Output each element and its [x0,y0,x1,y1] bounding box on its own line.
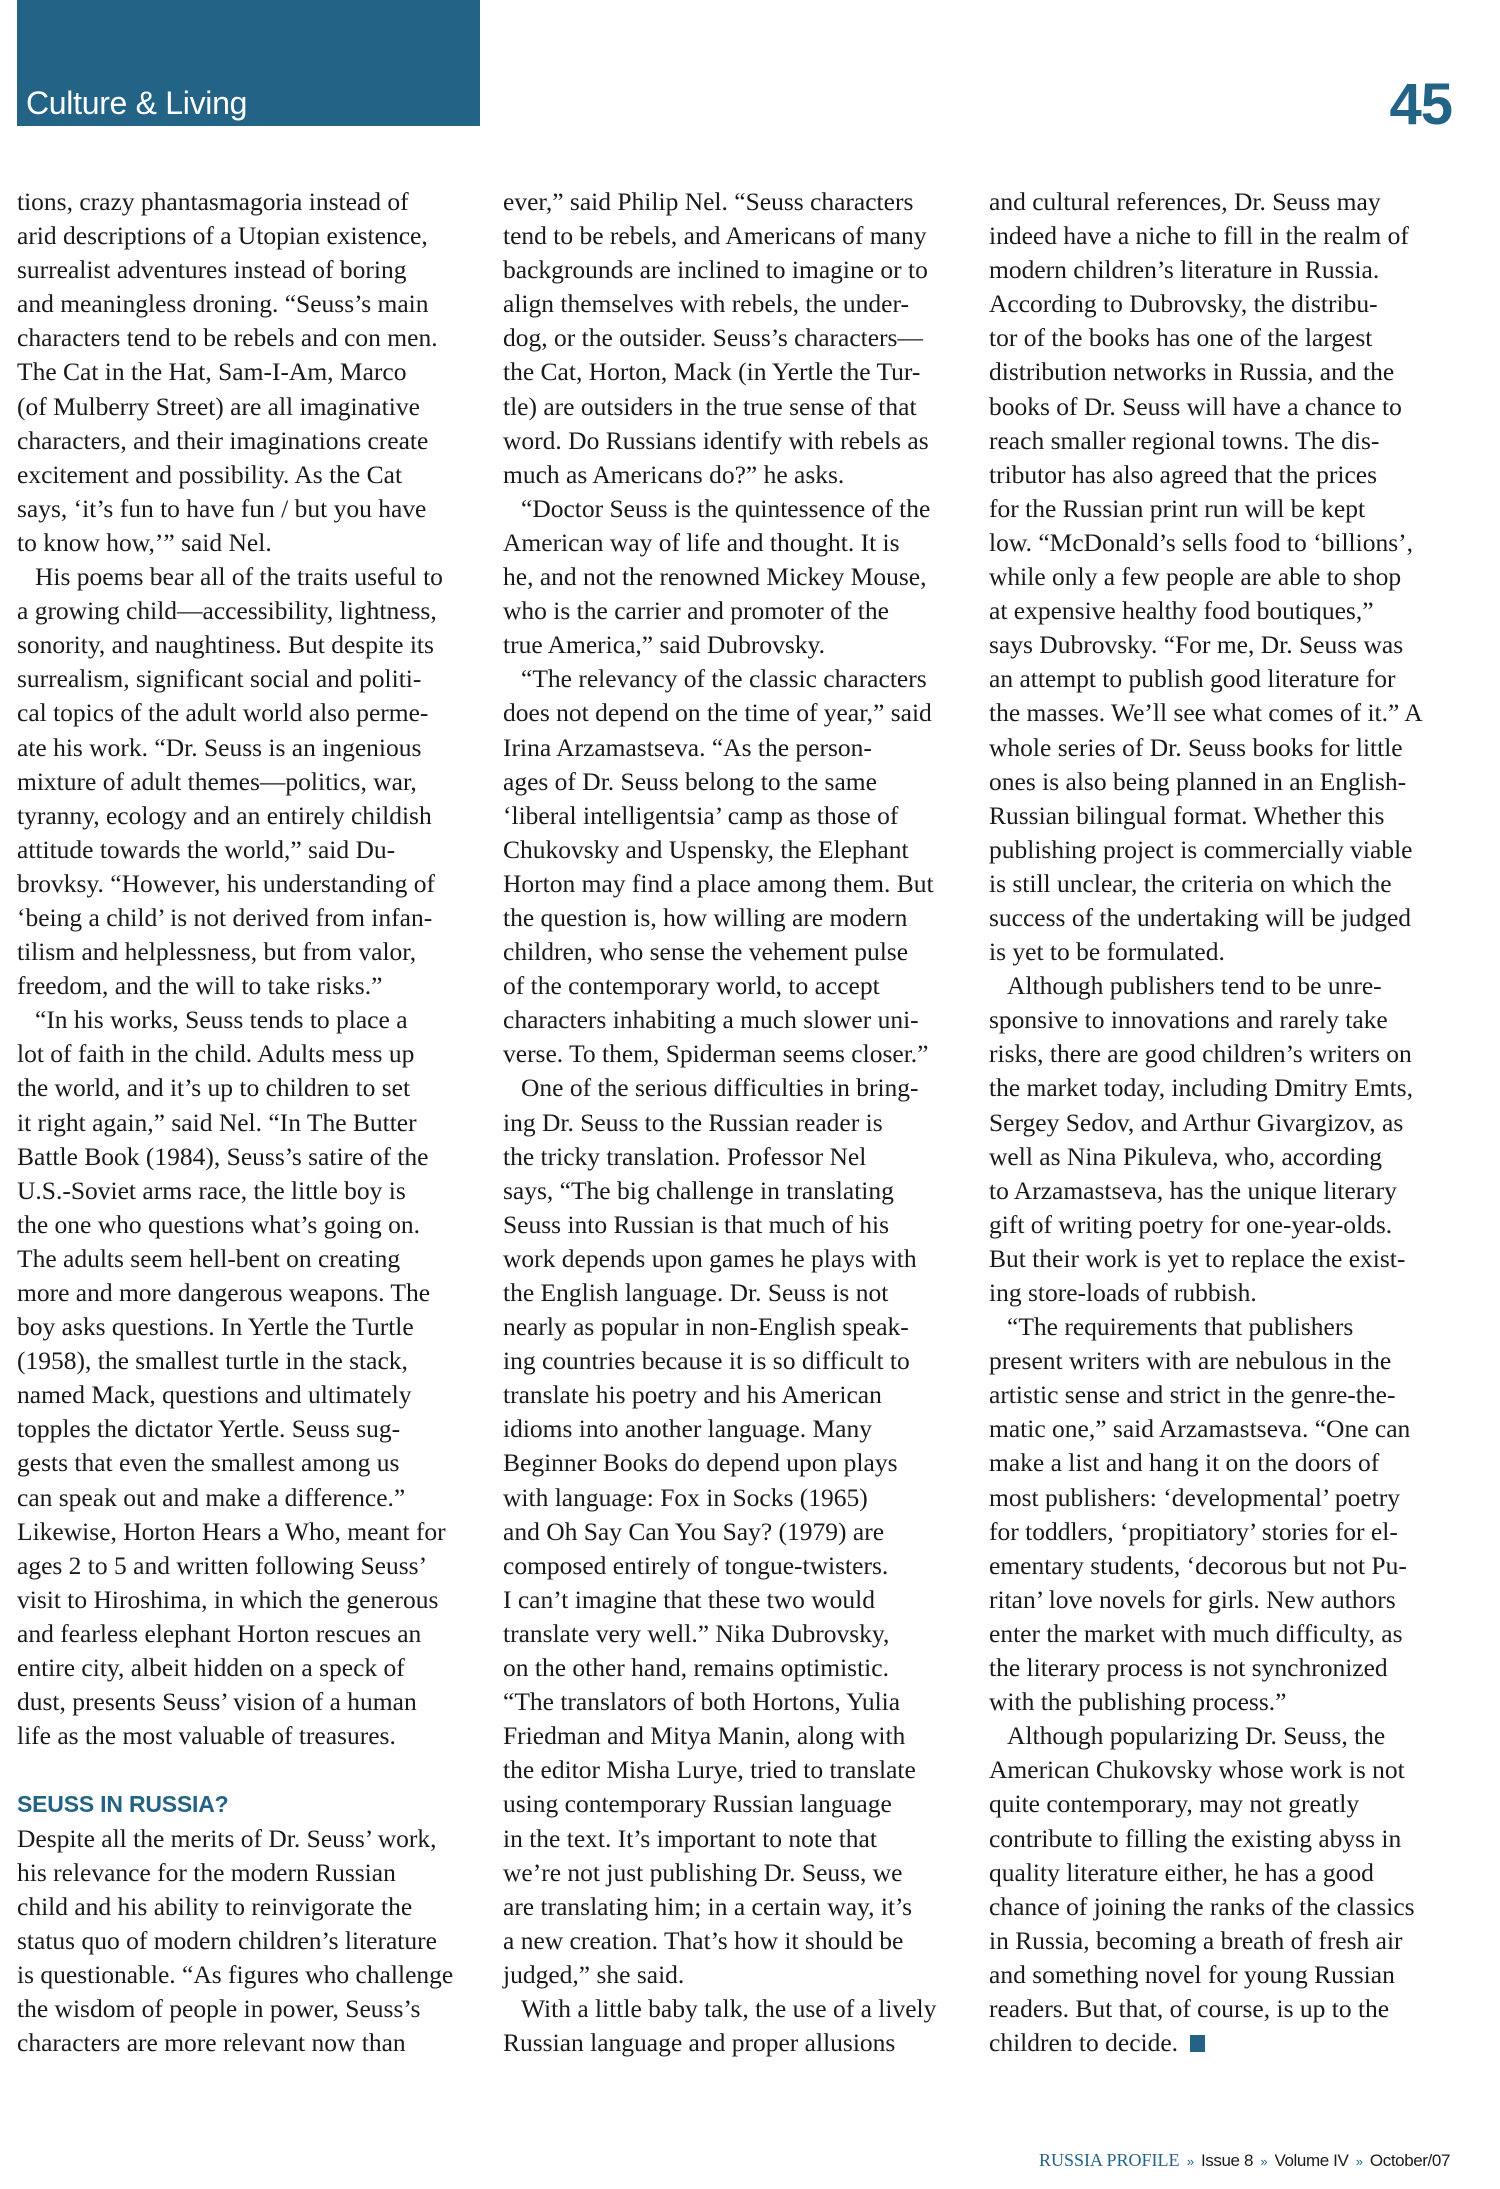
text-line: the question is, how willing are modern [503,902,908,932]
text-line: dog, or the outsider. Seuss’s characters— [503,323,923,353]
text-line: the market today, including Dmitry Emts, [989,1073,1413,1103]
text-line: ‘being a child’ is not derived from infan- [17,902,433,932]
text-line: The Cat in the Hat, Sam-I-Am, Marco [17,357,407,387]
text-line: tle) are outsiders in the true sense of that [503,391,917,421]
text-line: align themselves with rebels, the under- [503,289,909,319]
text-line: tilism and helplessness, but from valor, [17,937,417,967]
article-column-2 [503,185,983,2060]
text-line: and meaningless droning. “Seuss’s main [17,289,429,319]
text-line: According to Dubrovsky, the distribu- [989,289,1378,319]
text-line: life as the most valuable of treasures. [17,1721,396,1751]
text-line: “Doctor Seuss is the quintessence of the [521,493,931,523]
article-column-3 [989,185,1469,2060]
text-line: Russian language and proper allusions [503,2028,896,2058]
text-line: the Cat, Horton, Mack (in Yertle the Tur- [503,357,921,387]
text-line: Sergey Sedov, and Arthur Givargizov, as [989,1107,1404,1137]
separator: » [1260,2154,1268,2169]
text-line: But their work is yet to replace the exist- [989,1243,1406,1273]
text-line: excitement and possibility. As the Cat [17,459,403,489]
text-line: gift of writing poetry for one-year-olds. [989,1209,1393,1239]
text-line: and fearless elephant Horton rescues an [17,1618,422,1648]
text-line: true America,” said Dubrovsky. [503,630,825,660]
text-line: Likewise, Horton Hears a Who, meant for [17,1516,446,1546]
text-line: His poems bear all of the traits useful to [35,562,443,592]
text-line: ementary students, ‘decorous but not Pu- [989,1550,1407,1580]
text-line: in Russia, becoming a breath of fresh air [989,1925,1403,1955]
text-line: chance of joining the ranks of the classics [989,1891,1415,1921]
text-line: reach smaller regional towns. The dis- [989,425,1380,455]
text-line: ing countries because it is so difficult to [503,1346,910,1376]
text-line: most publishers: ‘developmental’ poetry [989,1482,1400,1512]
text-line: does not depend on the time of year,” said [503,698,932,728]
text-line: translate his poetry and his American [503,1380,882,1410]
text-line: “The relevancy of the classic characters [521,664,927,694]
text-line: freedom, and the will to take risks.” [17,971,383,1001]
text-line: Horton may find a place among them. But [503,868,934,898]
text-line: Friedman and Mitya Manin, along with [503,1721,906,1751]
text-line: characters are more relevant now than [17,2028,406,2058]
text-line: Chukovsky and Uspensky, the Elephant [503,834,909,864]
text-line: success of the undertaking will be judged [989,902,1412,932]
text-line: a new creation. That’s how it should be [503,1925,904,1955]
text-line: says, “The big challenge in translating [503,1175,894,1205]
text-line: brovksy. “However, his understanding of [17,868,435,898]
text-line: word. Do Russians identify with rebels as [503,425,929,455]
text-line: is questionable. “As figures who challenge [17,1959,454,1989]
text-line: the wisdom of people in power, Seuss’s [17,1993,421,2023]
text-line: The adults seem hell-bent on creating [17,1243,401,1273]
text-line: child and his ability to reinvigorate the [17,1891,413,1921]
article-column-1 [17,185,497,2060]
text-line: the masses. We’ll see what comes of it.” A [989,698,1423,728]
text-line: One of the serious difficulties in bring- [521,1073,919,1103]
text-line: sponsive to innovations and rarely take [989,1005,1388,1035]
end-of-article-square-icon [1190,2035,1205,2052]
text-line: tions, crazy phantasmagoria instead of [17,187,409,216]
text-line: risks, there are good children’s writers on [989,1039,1412,1069]
text-line: quality literature either, he has a good [989,1857,1374,1887]
section-header-bar [17,0,480,126]
separator: » [1186,2154,1194,2169]
section-label: Culture & Living [26,85,248,121]
text-line: “In his works, Seuss tends to place a [35,1005,408,1035]
text-line: lot of faith in the child. Adults mess up [17,1039,415,1069]
page-number: 45 [1389,72,1452,137]
text-line: for toddlers, ‘propitiatory’ stories for el- [989,1516,1398,1546]
text-line: whole series of Dr. Seuss books for little [989,732,1403,762]
text-line: characters tend to be rebels and con men. [17,323,438,353]
text-line: topples the dictator Yertle. Seuss sug- [17,1414,401,1444]
text-line: characters inhabiting a much slower uni- [503,1005,919,1035]
text-line: books of Dr. Seuss will have a chance to [989,391,1402,421]
text-line: boy asks questions. In Yertle the Turtle [17,1312,414,1342]
text-line: translate very well.” Nika Dubrovsky, [503,1618,890,1648]
issue-number: Issue 8 [1200,2151,1253,2170]
text-fragment: children to decide. [989,2028,1179,2058]
text-line: Although publishers tend to be unre- [1007,971,1382,1001]
text-line: Beginner Books do depend upon plays [503,1448,898,1478]
text-line: arid descriptions of a Utopian existence, [17,221,428,251]
text-line: ritan’ love novels for girls. New authors [989,1584,1396,1614]
text-line: it right again,” said Nel. “In The Butter [17,1107,417,1137]
text-line: attitude towards the world,” said Du- [17,834,396,864]
text-line: (1958), the smallest turtle in the stack, [17,1346,408,1376]
text-line: gests that even the smallest among us [17,1448,400,1478]
text-line: of the contemporary world, to accept [503,971,880,1001]
text-line: on the other hand, remains optimistic. [503,1653,889,1683]
text-line: distribution networks in Russia, and the [989,357,1395,387]
text-line: American Chukovsky whose work is not [989,1755,1405,1785]
text-line: tor of the books has one of the largest [989,323,1373,353]
text-line: tend to be rebels, and Americans of many [503,221,927,251]
text-line: ‘liberal intelligentsia’ camp as those of [503,800,899,830]
text-line: ing Dr. Seuss to the Russian reader is [503,1107,883,1137]
page-footer [1039,2150,1450,2171]
text-line: to Arzamastseva, has the unique literary [989,1175,1397,1205]
text-line: who is the carrier and promoter of the [503,596,889,626]
text-line: with language: Fox in Socks (1965) [503,1482,868,1512]
text-line: matic one,” said Arzamastseva. “One can [989,1414,1411,1444]
separator: » [1355,2154,1363,2169]
text-line: U.S.-Soviet arms race, the little boy is [17,1175,406,1205]
text-line: says Dubrovsky. “For me, Dr. Seuss was [989,630,1404,660]
text-line: and cultural references, Dr. Seuss may [989,187,1381,216]
text-line: contribute to filling the existing abyss in [989,1823,1402,1853]
text-line: Seuss into Russian is that much of his [503,1209,890,1239]
text-line: publishing project is commercially viable [989,834,1413,864]
publication-name: RUSSIA PROFILE [1038,2150,1180,2170]
text-line: “The translators of both Hortons, Yulia [503,1687,901,1717]
text-line: enter the market with much difficulty, as [989,1618,1403,1648]
text-line: make a list and hang it on the doors of [989,1448,1380,1478]
text-line: ate his work. “Dr. Seuss is an ingenious [17,732,422,762]
text-line: his relevance for the modern Russian [17,1857,396,1887]
text-line: a growing child—accessibility, lightness, [17,596,437,626]
text-line: the one who questions what’s going on. [17,1209,421,1239]
text-line: With a little baby talk, the use of a lively [521,1993,937,2023]
text-line: the world, and it’s up to children to set [17,1073,411,1103]
text-line: sonority, and naughtiness. But despite its [17,630,434,660]
text-line: Despite all the merits of Dr. Seuss’ work, [17,1823,437,1853]
text-line: ing store-loads of rubbish. [989,1278,1257,1307]
text-line [989,2026,1469,2060]
text-line: tributor has also agreed that the prices [989,459,1378,489]
text-line: ever,” said Philip Nel. “Seuss characters [503,187,914,216]
text-line: he, and not the renowned Mickey Mouse, [503,562,927,592]
text-line: children, who sense the vehement pulse [503,937,909,967]
text-line: characters, and their imaginations create [17,425,429,455]
text-line: ages 2 to 5 and written following Seuss’ [17,1550,428,1580]
text-line: mixture of adult themes—politics, war, [17,766,417,796]
text-line: well as Nina Pikuleva, who, according [989,1141,1383,1171]
text-line: modern children’s literature in Russia. [989,255,1380,285]
text-line: using contemporary Russian language [503,1789,892,1819]
text-line: Russian bilingual format. Whether this [989,800,1385,830]
text-line: the literary process is not synchronized [989,1653,1388,1683]
text-line: work depends upon games he plays with [503,1243,917,1273]
text-line: surrealism, significant social and politi- [17,664,422,694]
text-line: says, ‘it’s fun to have fun / but you have [17,493,427,523]
text-line: American way of life and thought. It is [503,527,900,557]
text-line: while only a few people are able to shop [989,562,1402,592]
text-line: “The requirements that publishers [1007,1312,1354,1342]
text-line: Although popularizing Dr. Seuss, the [1007,1721,1386,1751]
text-line: backgrounds are inclined to imagine or to [503,255,928,285]
text-line: nearly as popular in non-English speak- [503,1312,909,1342]
text-line: artistic sense and strict in the genre-the- [989,1380,1396,1410]
text-line: with the publishing process.” [989,1687,1287,1717]
text-line: quite contemporary, may not greatly [989,1789,1360,1819]
text-line: visit to Hiroshima, in which the generous [17,1584,439,1614]
text-line: Irina Arzamastseva. “As the person- [503,732,872,762]
text-line: the tricky translation. Professor Nel [503,1141,867,1171]
text-line: dust, presents Seuss’ vision of a human [17,1687,417,1717]
text-line: the editor Misha Lurye, tried to translate [503,1755,916,1785]
text-line: verse. To them, Spiderman seems closer.” [503,1039,929,1069]
text-line: status quo of modern children’s literature [17,1925,437,1955]
text-line: idioms into another language. Many [503,1414,872,1444]
blank-line [17,1753,497,1787]
text-line: we’re not just publishing Dr. Seuss, we [503,1857,903,1887]
text-line: named Mack, questions and ultimately [17,1380,412,1410]
text-line: Battle Book (1984), Seuss’s satire of the [17,1141,429,1171]
text-line: I can’t imagine that these two would [503,1584,876,1614]
text-line: ages of Dr. Seuss belong to the same [503,766,877,796]
text-line: (of Mulberry Street) are all imaginative [17,391,420,421]
text-line: judged,” she said. [503,1959,685,1989]
text-line: to know how,’” said Nel. [17,527,272,557]
text-line: the English language. Dr. Seuss is not [503,1278,889,1307]
text-line: in the text. It’s important to note that [503,1823,877,1853]
section-heading: SEUSS IN RUSSIA? [17,1791,229,1818]
text-line: surrealist adventures instead of boring [17,255,407,285]
text-line: is still unclear, the criteria on which the [989,868,1392,898]
text-line: indeed have a niche to fill in the realm of [989,221,1409,251]
text-line: are translating him; in a certain way, it’s [503,1891,913,1921]
text-line: much as Americans do?” he asks. [503,459,845,489]
text-line: more and more dangerous weapons. The [17,1278,431,1307]
text-line: at expensive healthy food boutiques,” [989,596,1374,626]
volume-number: Volume IV [1274,2151,1349,2170]
issue-date: October/07 [1369,2151,1450,2170]
text-line: entire city, albeit hidden on a speck of [17,1653,405,1683]
text-line: for the Russian print run will be kept [989,493,1366,523]
text-line: cal topics of the adult world also perme- [17,698,429,728]
text-line: can speak out and make a difference.” [17,1482,406,1512]
text-line: ones is also being planned in an English- [989,766,1407,796]
text-line: low. “McDonald’s sells food to ‘billions’, [989,527,1414,557]
text-line: and Oh Say Can You Say? (1979) are [503,1516,885,1546]
text-line: and something novel for young Russian [989,1959,1395,1989]
text-line: an attempt to publish good literature for [989,664,1396,694]
text-line: present writers with are nebulous in the [989,1346,1392,1376]
text-line: readers. But that, of course, is up to the [989,1993,1390,2023]
text-line: composed entirely of tongue-twisters. [503,1550,889,1580]
text-line: tyranny, ecology and an entirely childish [17,800,432,830]
text-line: is yet to be formulated. [989,937,1225,967]
